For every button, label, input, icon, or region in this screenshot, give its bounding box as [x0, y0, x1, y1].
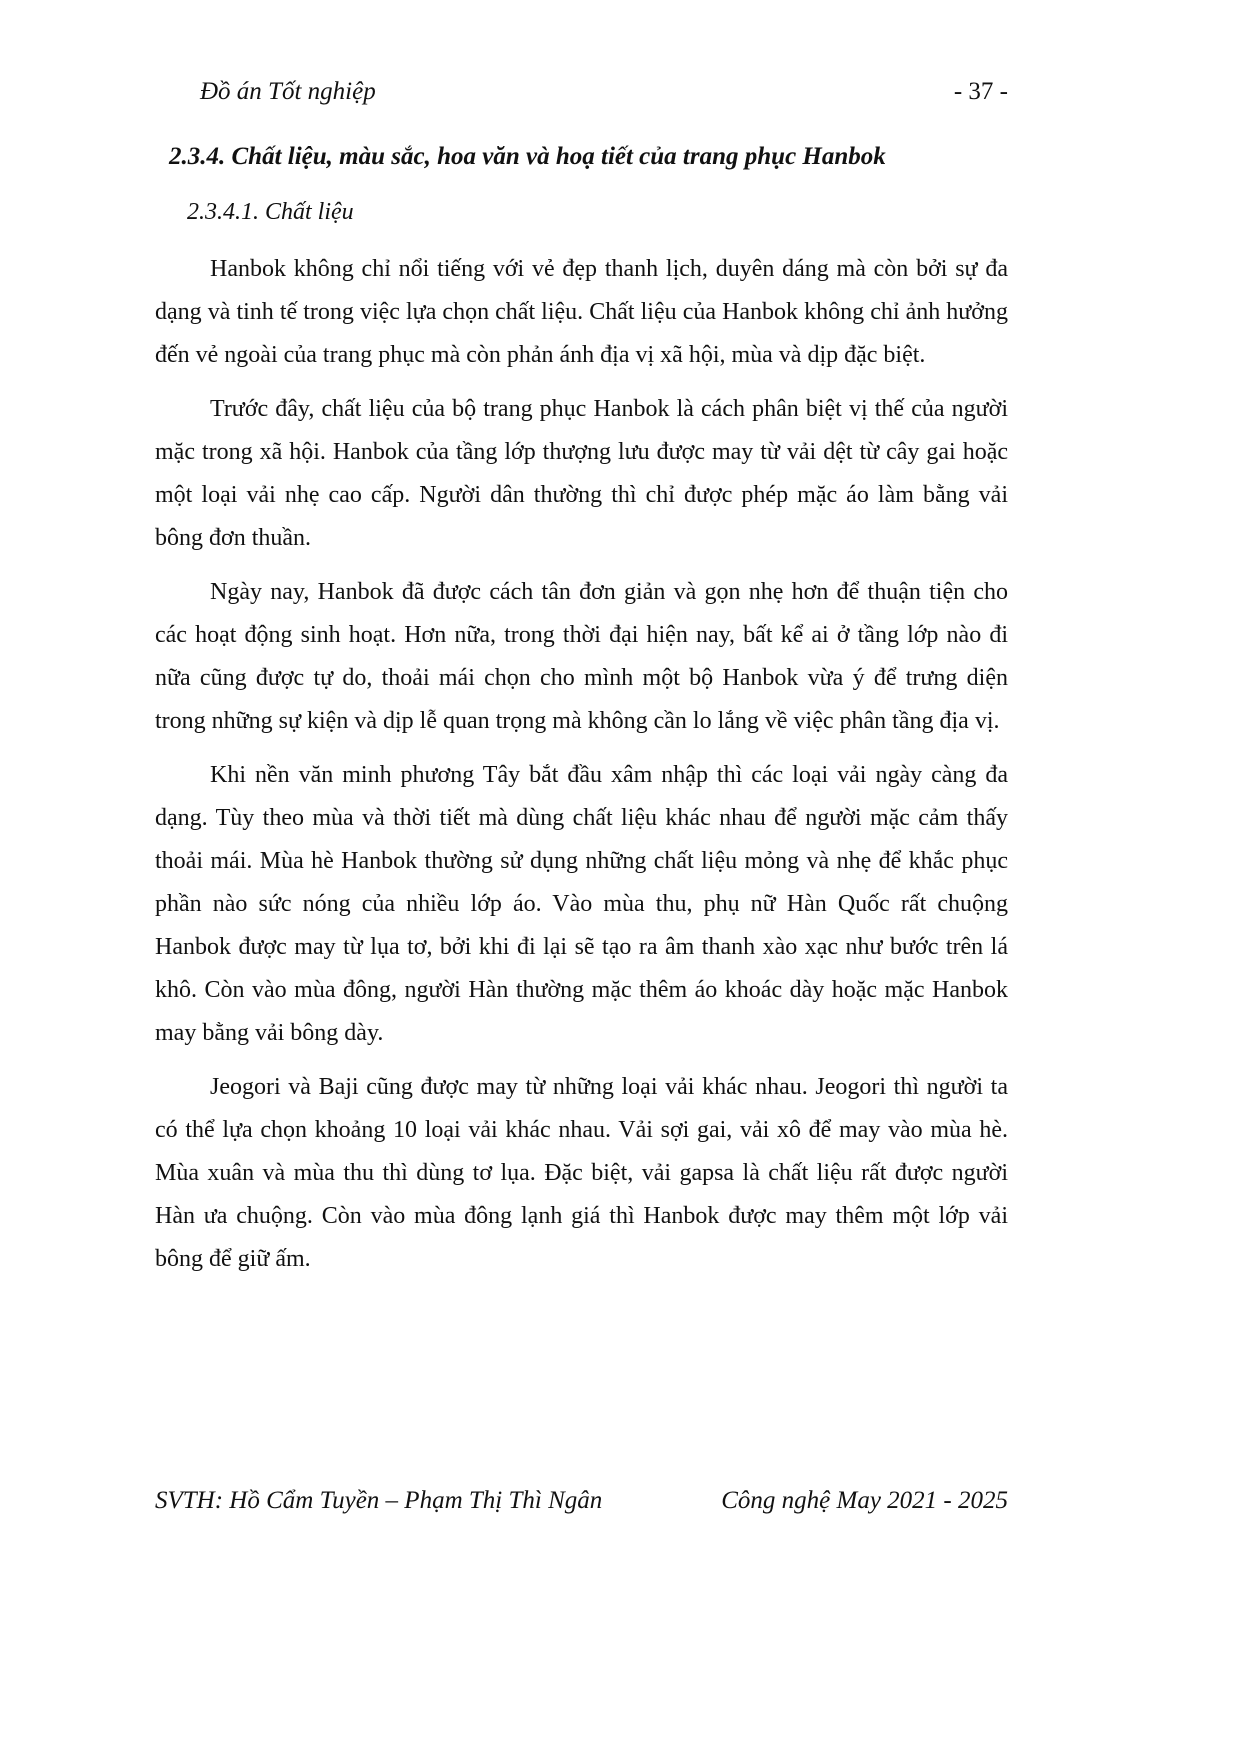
footer-program: Công nghệ May 2021 - 2025 — [721, 1487, 1008, 1514]
paragraph: Ngày nay, Hanbok đã được cách tân đơn giản và gọn nhẹ hơn để thuận tiện cho các hoạt động sinh hoạt. Hơn nữa, trong thời đại hiện nay, bất kể ai ở tầng lớp nào đi nữa cũng được tự do, thoải mái chọn cho mình một bộ Hanbok vừa ý để trưng diện trong những sự kiện và dịp lễ quan trọng mà không cần lo lắng về việc phân tầng địa vị. — [155, 579, 1008, 735]
page-number: - 37 - — [953, 78, 1008, 105]
body-text — [155, 248, 1008, 1281]
page-footer — [155, 1487, 1008, 1515]
paragraph: Khi nền văn minh phương Tây bắt đầu xâm nhập thì các loại vải ngày càng đa dạng. Tùy theo mùa và thời tiết mà dùng chất liệu khác nhau để người mặc cảm thấy thoải mái. Mùa hè Hanbok thường sử dụng những chất liệu mỏng và nhẹ để khắc phục phần nào sức nóng của nhiều lớp áo. Vào mùa thu, phụ nữ Hàn Quốc rất chuộng Hanbok được may từ lụa tơ, bởi khi đi lại sẽ tạo ra âm thanh xào xạc như bước trên lá khô. Còn vào mùa đông, người Hàn thường mặc thêm áo khoác dày hoặc mặc Hanbok may bằng vải bông dày. — [155, 762, 1008, 1047]
footer-author: SVTH: Hồ Cẩm Tuyền – Phạm Thị Thì Ngân — [155, 1487, 603, 1514]
section-subheading: 2.3.4.1. Chất liệu — [187, 198, 354, 225]
page-header — [155, 78, 1008, 106]
paragraph: Jeogori và Baji cũng được may từ những loại vải khác nhau. Jeogori thì người ta có thể lựa chọn khoảng 10 loại vải khác nhau. Vải sợi gai, vải xô để may vào mùa hè. Mùa xuân và mùa thu thì dùng tơ lụa. Đặc biệt, vải gapsa là chất liệu rất được người Hàn ưa chuộng. Còn vào mùa đông lạnh giá thì Hanbok được may thêm một lớp vải bông để giữ ấm. — [155, 1074, 1008, 1273]
section-heading: 2.3.4. Chất liệu, màu sắc, hoa văn và hoạ tiết của trang phục Hanbok — [169, 143, 886, 170]
document-title: Đồ án Tốt nghiệp — [200, 78, 376, 105]
paragraph: Hanbok không chỉ nổi tiếng với vẻ đẹp thanh lịch, duyên dáng mà còn bởi sự đa dạng và tinh tế trong việc lựa chọn chất liệu. Chất liệu của Hanbok không chỉ ảnh hưởng đến vẻ ngoài của trang phục mà còn phản ánh địa vị xã hội, mùa và dịp đặc biệt. — [155, 256, 1008, 369]
paragraph: Trước đây, chất liệu của bộ trang phục Hanbok là cách phân biệt vị thế của người mặc trong xã hội. Hanbok của tầng lớp thượng lưu được may từ vải dệt từ cây gai hoặc một loại vải nhẹ cao cấp. Người dân thường thì chỉ được phép mặc áo làm bằng vải bông đơn thuần. — [155, 396, 1008, 552]
